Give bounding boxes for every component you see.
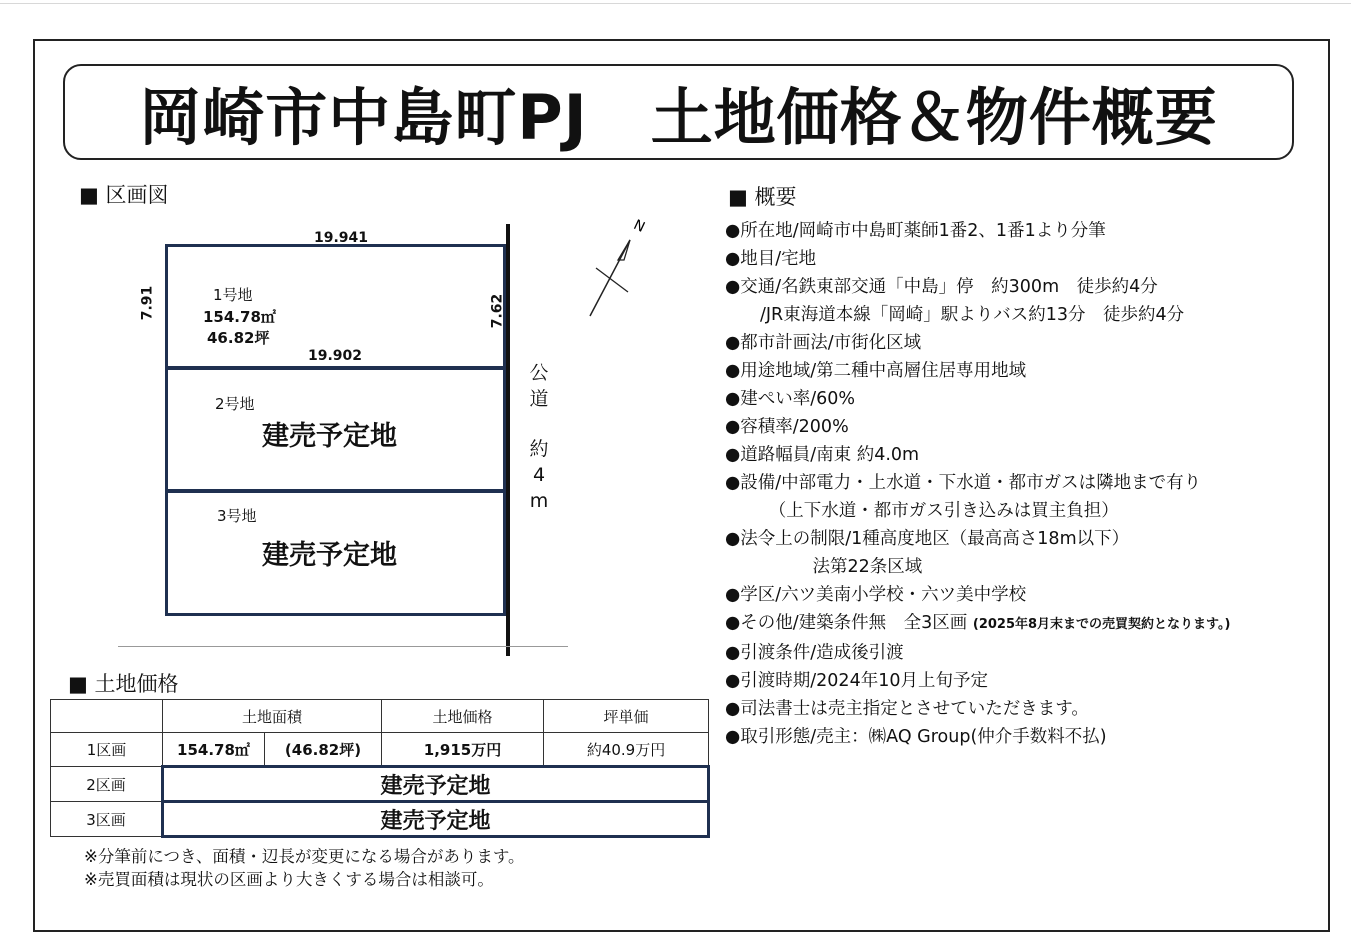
top-rule <box>0 3 1351 4</box>
overview-item: ●容積率/200% <box>725 417 849 437</box>
dim-right-side: 7.62 <box>489 293 506 329</box>
overview-item: ●引渡条件/造成後引渡 <box>725 643 904 663</box>
cell-area-m2: 154.78㎡ <box>163 733 265 767</box>
cell-area-tsubo: (46.82坪) <box>265 733 382 767</box>
overview-item: ●地目/宅地 <box>725 249 817 269</box>
overview-item: ●引渡時期/2024年10月上旬予定 <box>725 671 988 691</box>
overview-heading: ■ 概要 <box>728 185 797 209</box>
lot2-name: 2号地 <box>215 395 255 413</box>
dim-middle-width: 19.902 <box>308 348 363 364</box>
header-area: 土地面積 <box>163 700 382 733</box>
row-label: 1区画 <box>51 733 163 767</box>
overview-item: 法第22条区域 <box>725 557 923 577</box>
overview-other: ●その他/建築条件無 全3区画 <box>725 613 968 633</box>
table-row <box>51 802 709 837</box>
overview-item: ●道路幅員/南東 約4.0m <box>725 445 920 465</box>
note-line: ※分筆前につき、面積・辺長が変更になる場合があります。 <box>84 847 525 866</box>
cell-price: 1,915万円 <box>382 733 544 767</box>
road-label-char: 4 <box>532 464 546 486</box>
header-price: 土地価格 <box>382 700 544 733</box>
page-title: 岡崎市中島町PJ 土地価格＆物件概要 <box>139 80 1218 154</box>
north-arrow-icon <box>580 212 660 322</box>
lot2-status: 建売予定地 <box>262 421 397 452</box>
cell-unit-price: 約40.9万円 <box>544 733 709 767</box>
road-label <box>528 360 550 514</box>
lot1-name: 1号地 <box>213 286 253 304</box>
lot3-status: 建売予定地 <box>262 540 397 571</box>
table-header-row <box>51 700 709 733</box>
overview-item: ●都市計画法/市街化区域 <box>725 333 922 353</box>
road-label-char: m <box>529 490 549 512</box>
overview-item: /JR東海道本線「岡崎」駅よりバス約13分 徒歩約4分 <box>725 305 1185 325</box>
lot3-name: 3号地 <box>217 507 257 525</box>
row-label: 2区画 <box>51 767 163 802</box>
dim-top-width: 19.941 <box>314 230 369 246</box>
overview-other-note: (2025年8月末までの売買契約となります。) <box>972 617 1231 632</box>
overview-item: （上下水道・都市ガス引き込みは買主負担） <box>725 501 1119 521</box>
price-table <box>50 699 710 838</box>
overview-item: ●設備/中部電力・上水道・下水道・都市ガスは隣地まで有り <box>725 473 1202 493</box>
table-row <box>51 733 709 767</box>
lot1-area-m2: 154.78㎡ <box>203 308 276 326</box>
row-label: 3区画 <box>51 802 163 837</box>
overview-item: ●取引形態/売主：㈱AQ Group(仲介手数料不払) <box>725 727 1107 747</box>
road-label-char: 道 <box>529 388 549 410</box>
note-line: ※売買面積は現状の区画より大きくする場合は相談可。 <box>84 870 494 889</box>
road-edge-line <box>506 224 510 656</box>
north-label: N <box>630 217 648 236</box>
notes <box>84 845 525 891</box>
lot1-area-tsubo: 46.82坪 <box>207 329 270 347</box>
overview-list <box>725 217 1230 751</box>
title-box <box>63 64 1294 160</box>
overview-item: ●司法書士は売主指定とさせていただきます。 <box>725 699 1089 719</box>
road-label-char: 公 <box>529 362 549 384</box>
overview-item: ●用途地域/第二種中高層住居専用地域 <box>725 361 1027 381</box>
price-heading: ■ 土地価格 <box>68 672 179 696</box>
ground-line <box>118 646 568 647</box>
overview-item-other <box>725 609 1230 639</box>
table-row <box>51 767 709 802</box>
overview-item: ●学区/六ツ美南小学校・六ツ美中学校 <box>725 585 1027 605</box>
table-cell <box>51 700 163 733</box>
overview-item: ●交通/名鉄東部交通「中島」停 約300m 徒歩約4分 <box>725 277 1158 297</box>
road-label-char: 約 <box>529 438 549 460</box>
overview-item: ●法令上の制限/1種高度地区（最高高さ18m以下） <box>725 529 1130 549</box>
overview-item: ●建ぺい率/60% <box>725 389 856 409</box>
overview-item: ●所在地/岡崎市中島町薬師1番2、1番1より分筆 <box>725 221 1106 241</box>
header-unit-price: 坪単価 <box>544 700 709 733</box>
road-label-gap <box>528 412 550 436</box>
dim-left-side: 7.91 <box>139 285 156 321</box>
cell-status: 建売予定地 <box>163 767 709 802</box>
plan-heading: ■ 区画図 <box>79 183 169 207</box>
cell-status: 建売予定地 <box>163 802 709 837</box>
